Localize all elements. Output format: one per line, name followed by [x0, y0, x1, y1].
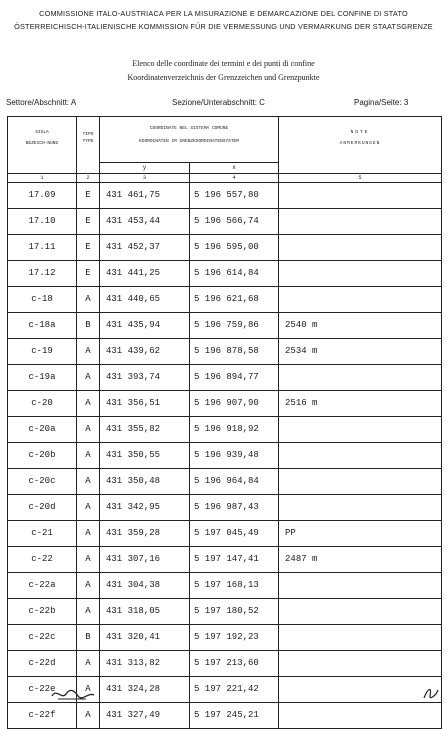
y-header: y [100, 163, 190, 174]
column-number: 3 [100, 173, 190, 182]
y-coordinate-cell: 431 453,44 [100, 208, 190, 234]
table-row [8, 260, 442, 286]
x-coordinate-cell: 5 196 894,77 [190, 364, 279, 390]
note-cell [279, 572, 442, 598]
tipo-cell: A [77, 364, 100, 390]
sigla-cell: c-20d [8, 494, 77, 520]
coordinates-header-de: KOORDINATEN IM GRENZKOORDINATENSYSTEM [139, 139, 239, 145]
tipo-cell: A [77, 650, 100, 676]
y-coordinate-cell: 431 318,05 [100, 598, 190, 624]
table-row [8, 312, 442, 338]
y-coordinate-cell: 431 355,82 [100, 416, 190, 442]
note-cell [279, 598, 442, 624]
sigla-cell: c-22b [8, 598, 77, 624]
x-coordinate-cell: 5 197 045,49 [190, 520, 279, 546]
document-title-german: Koordinatenverzeichnis der Grenzzeichen und Grenzpunkte [127, 73, 320, 82]
handwritten-signature [48, 684, 108, 702]
tipo-cell: A [77, 702, 100, 728]
sigla-cell: c-20b [8, 442, 77, 468]
table-row [8, 286, 442, 312]
y-coordinate-cell: 431 307,16 [100, 546, 190, 572]
table-row [8, 390, 442, 416]
y-coordinate-cell: 431 461,75 [100, 182, 190, 208]
table-row [8, 624, 442, 650]
sector-label: Settore/Abschnitt: A [6, 98, 77, 107]
y-coordinate-cell: 431 320,41 [100, 624, 190, 650]
table-row [8, 364, 442, 390]
y-coordinate-cell: 431 327,49 [100, 702, 190, 728]
sigla-cell: c-22d [8, 650, 77, 676]
note-cell [279, 182, 442, 208]
note-cell: 2534 m [279, 338, 442, 364]
tipo-header-label: TIPO TYPE [82, 132, 94, 145]
y-coordinate-cell: 431 304,38 [100, 572, 190, 598]
column-number: 2 [77, 173, 100, 182]
note-cell [279, 234, 442, 260]
coordinate-table [7, 116, 442, 729]
y-coordinate-cell: 431 324,28 [100, 676, 190, 702]
x-coordinate-cell: 5 196 918,92 [190, 416, 279, 442]
x-coordinate-cell: 5 197 245,21 [190, 702, 279, 728]
x-coordinate-cell: 5 196 614,84 [190, 260, 279, 286]
x-coordinate-cell: 5 197 180,52 [190, 598, 279, 624]
note-cell [279, 494, 442, 520]
note-cell [279, 676, 442, 702]
coordinates-header-it: COORDINATE NEL SISTEMA COMUNE [149, 126, 229, 131]
table-row [8, 468, 442, 494]
sigla-cell: c-22a [8, 572, 77, 598]
x-header: x [190, 163, 279, 174]
y-coordinate-cell: 431 439,62 [100, 338, 190, 364]
y-coordinate-cell: 431 350,55 [100, 442, 190, 468]
table-row [8, 416, 442, 442]
handwritten-mark [420, 684, 442, 702]
y-coordinate-cell: 431 356,51 [100, 390, 190, 416]
sigla-header [8, 117, 77, 174]
section-label: Sezione/Unterabschnitt: C [172, 98, 265, 107]
tipo-cell: A [77, 416, 100, 442]
note-cell: 2516 m [279, 390, 442, 416]
table-row [8, 546, 442, 572]
y-coordinate-cell: 431 452,37 [100, 234, 190, 260]
x-coordinate-cell: 5 196 964,84 [190, 468, 279, 494]
tipo-cell: E [77, 208, 100, 234]
sigla-cell: c-19a [8, 364, 77, 390]
note-cell [279, 442, 442, 468]
y-coordinate-cell: 431 350,48 [100, 468, 190, 494]
table-row [8, 572, 442, 598]
tipo-cell: A [77, 520, 100, 546]
table-row [8, 234, 442, 260]
column-number: 1 [8, 173, 77, 182]
tipo-cell: E [77, 182, 100, 208]
x-coordinate-cell: 5 196 907,90 [190, 390, 279, 416]
column-number: 5 [279, 173, 442, 182]
tipo-cell: B [77, 312, 100, 338]
y-coordinate-cell: 431 313,82 [100, 650, 190, 676]
commission-name-italian: COMMISSIONE ITALO-AUSTRIACA PER LA MISURAZIONE E DEMARCAZIONE DEL CONFINE DI STATO [39, 9, 408, 18]
table-row [8, 182, 442, 208]
x-coordinate-cell: 5 197 168,13 [190, 572, 279, 598]
x-coordinate-cell: 5 196 557,80 [190, 182, 279, 208]
note-cell [279, 416, 442, 442]
table-row [8, 442, 442, 468]
document-title-italian: Elenco delle coordinate dei termini e dei punti di confine [132, 59, 315, 68]
commission-name-german: ÖSTERREICHISCH-ITALIENISCHE KOMMISSION FÜR DIE VERMESSUNG UND VERMARKUNG DER STAATSGRENZE [14, 22, 433, 31]
y-coordinate-cell: 431 441,25 [100, 260, 190, 286]
page-label: Pagina/Seite: 3 [354, 98, 409, 107]
y-coordinate-cell: 431 359,28 [100, 520, 190, 546]
note-cell [279, 650, 442, 676]
tipo-cell: A [77, 338, 100, 364]
tipo-header [77, 117, 100, 174]
sigla-cell: c-20a [8, 416, 77, 442]
sigla-cell: 17.12 [8, 260, 77, 286]
x-coordinate-cell: 5 196 759,86 [190, 312, 279, 338]
note-cell: PP [279, 520, 442, 546]
x-coordinate-cell: 5 196 987,43 [190, 494, 279, 520]
tipo-cell: B [77, 624, 100, 650]
tipo-cell: A [77, 468, 100, 494]
tipo-cell: A [77, 676, 100, 702]
y-coordinate-cell: 431 342,95 [100, 494, 190, 520]
x-coordinate-cell: 5 196 939,48 [190, 442, 279, 468]
note-cell [279, 624, 442, 650]
sigla-cell: c-18 [8, 286, 77, 312]
sigla-cell: c-22 [8, 546, 77, 572]
note-cell: 2487 m [279, 546, 442, 572]
sigla-header-de: BEZEICH-NUNG [25, 141, 59, 147]
table-row [8, 208, 442, 234]
x-coordinate-cell: 5 196 595,00 [190, 234, 279, 260]
sigla-cell: c-22e [8, 676, 77, 702]
x-coordinate-cell: 5 197 213,60 [190, 650, 279, 676]
table-row [8, 520, 442, 546]
sigla-cell: c-20 [8, 390, 77, 416]
sigla-cell: c-18a [8, 312, 77, 338]
tipo-cell: A [77, 598, 100, 624]
tipo-cell: E [77, 234, 100, 260]
table-row [8, 494, 442, 520]
sigla-cell: c-20c [8, 468, 77, 494]
tipo-cell: A [77, 546, 100, 572]
x-coordinate-cell: 5 196 878,58 [190, 338, 279, 364]
note-cell [279, 260, 442, 286]
note-cell [279, 364, 442, 390]
sigla-cell: 17.09 [8, 182, 77, 208]
y-coordinate-cell: 431 435,94 [100, 312, 190, 338]
note-cell [279, 286, 442, 312]
tipo-cell: A [77, 390, 100, 416]
sigla-cell: c-19 [8, 338, 77, 364]
note-header-de: ANMERKUNGEN [339, 141, 381, 147]
tipo-cell: A [77, 572, 100, 598]
x-coordinate-cell: 5 196 566,74 [190, 208, 279, 234]
sigla-cell: c-22c [8, 624, 77, 650]
x-coordinate-cell: 5 196 621,68 [190, 286, 279, 312]
note-cell [279, 208, 442, 234]
y-coordinate-cell: 431 393,74 [100, 364, 190, 390]
tipo-cell: A [77, 286, 100, 312]
sigla-cell: c-21 [8, 520, 77, 546]
table-row [8, 598, 442, 624]
table-row [8, 338, 442, 364]
tipo-cell: A [77, 494, 100, 520]
note-header [279, 117, 442, 174]
coordinates-header [100, 117, 279, 163]
sigla-cell: 17.11 [8, 234, 77, 260]
x-coordinate-cell: 5 197 221,42 [190, 676, 279, 702]
sigla-header-it: SIGLA [35, 130, 49, 135]
note-cell [279, 468, 442, 494]
tipo-cell: A [77, 442, 100, 468]
column-number: 4 [190, 173, 279, 182]
y-coordinate-cell: 431 440,65 [100, 286, 190, 312]
column-number-row [8, 173, 442, 182]
sigla-cell: c-22f [8, 702, 77, 728]
x-coordinate-cell: 5 197 192,23 [190, 624, 279, 650]
x-coordinate-cell: 5 197 147,41 [190, 546, 279, 572]
table-row [8, 650, 442, 676]
note-header-it: NOTE [350, 130, 370, 135]
sigla-cell: 17.10 [8, 208, 77, 234]
tipo-cell: E [77, 260, 100, 286]
note-cell: 2540 m [279, 312, 442, 338]
